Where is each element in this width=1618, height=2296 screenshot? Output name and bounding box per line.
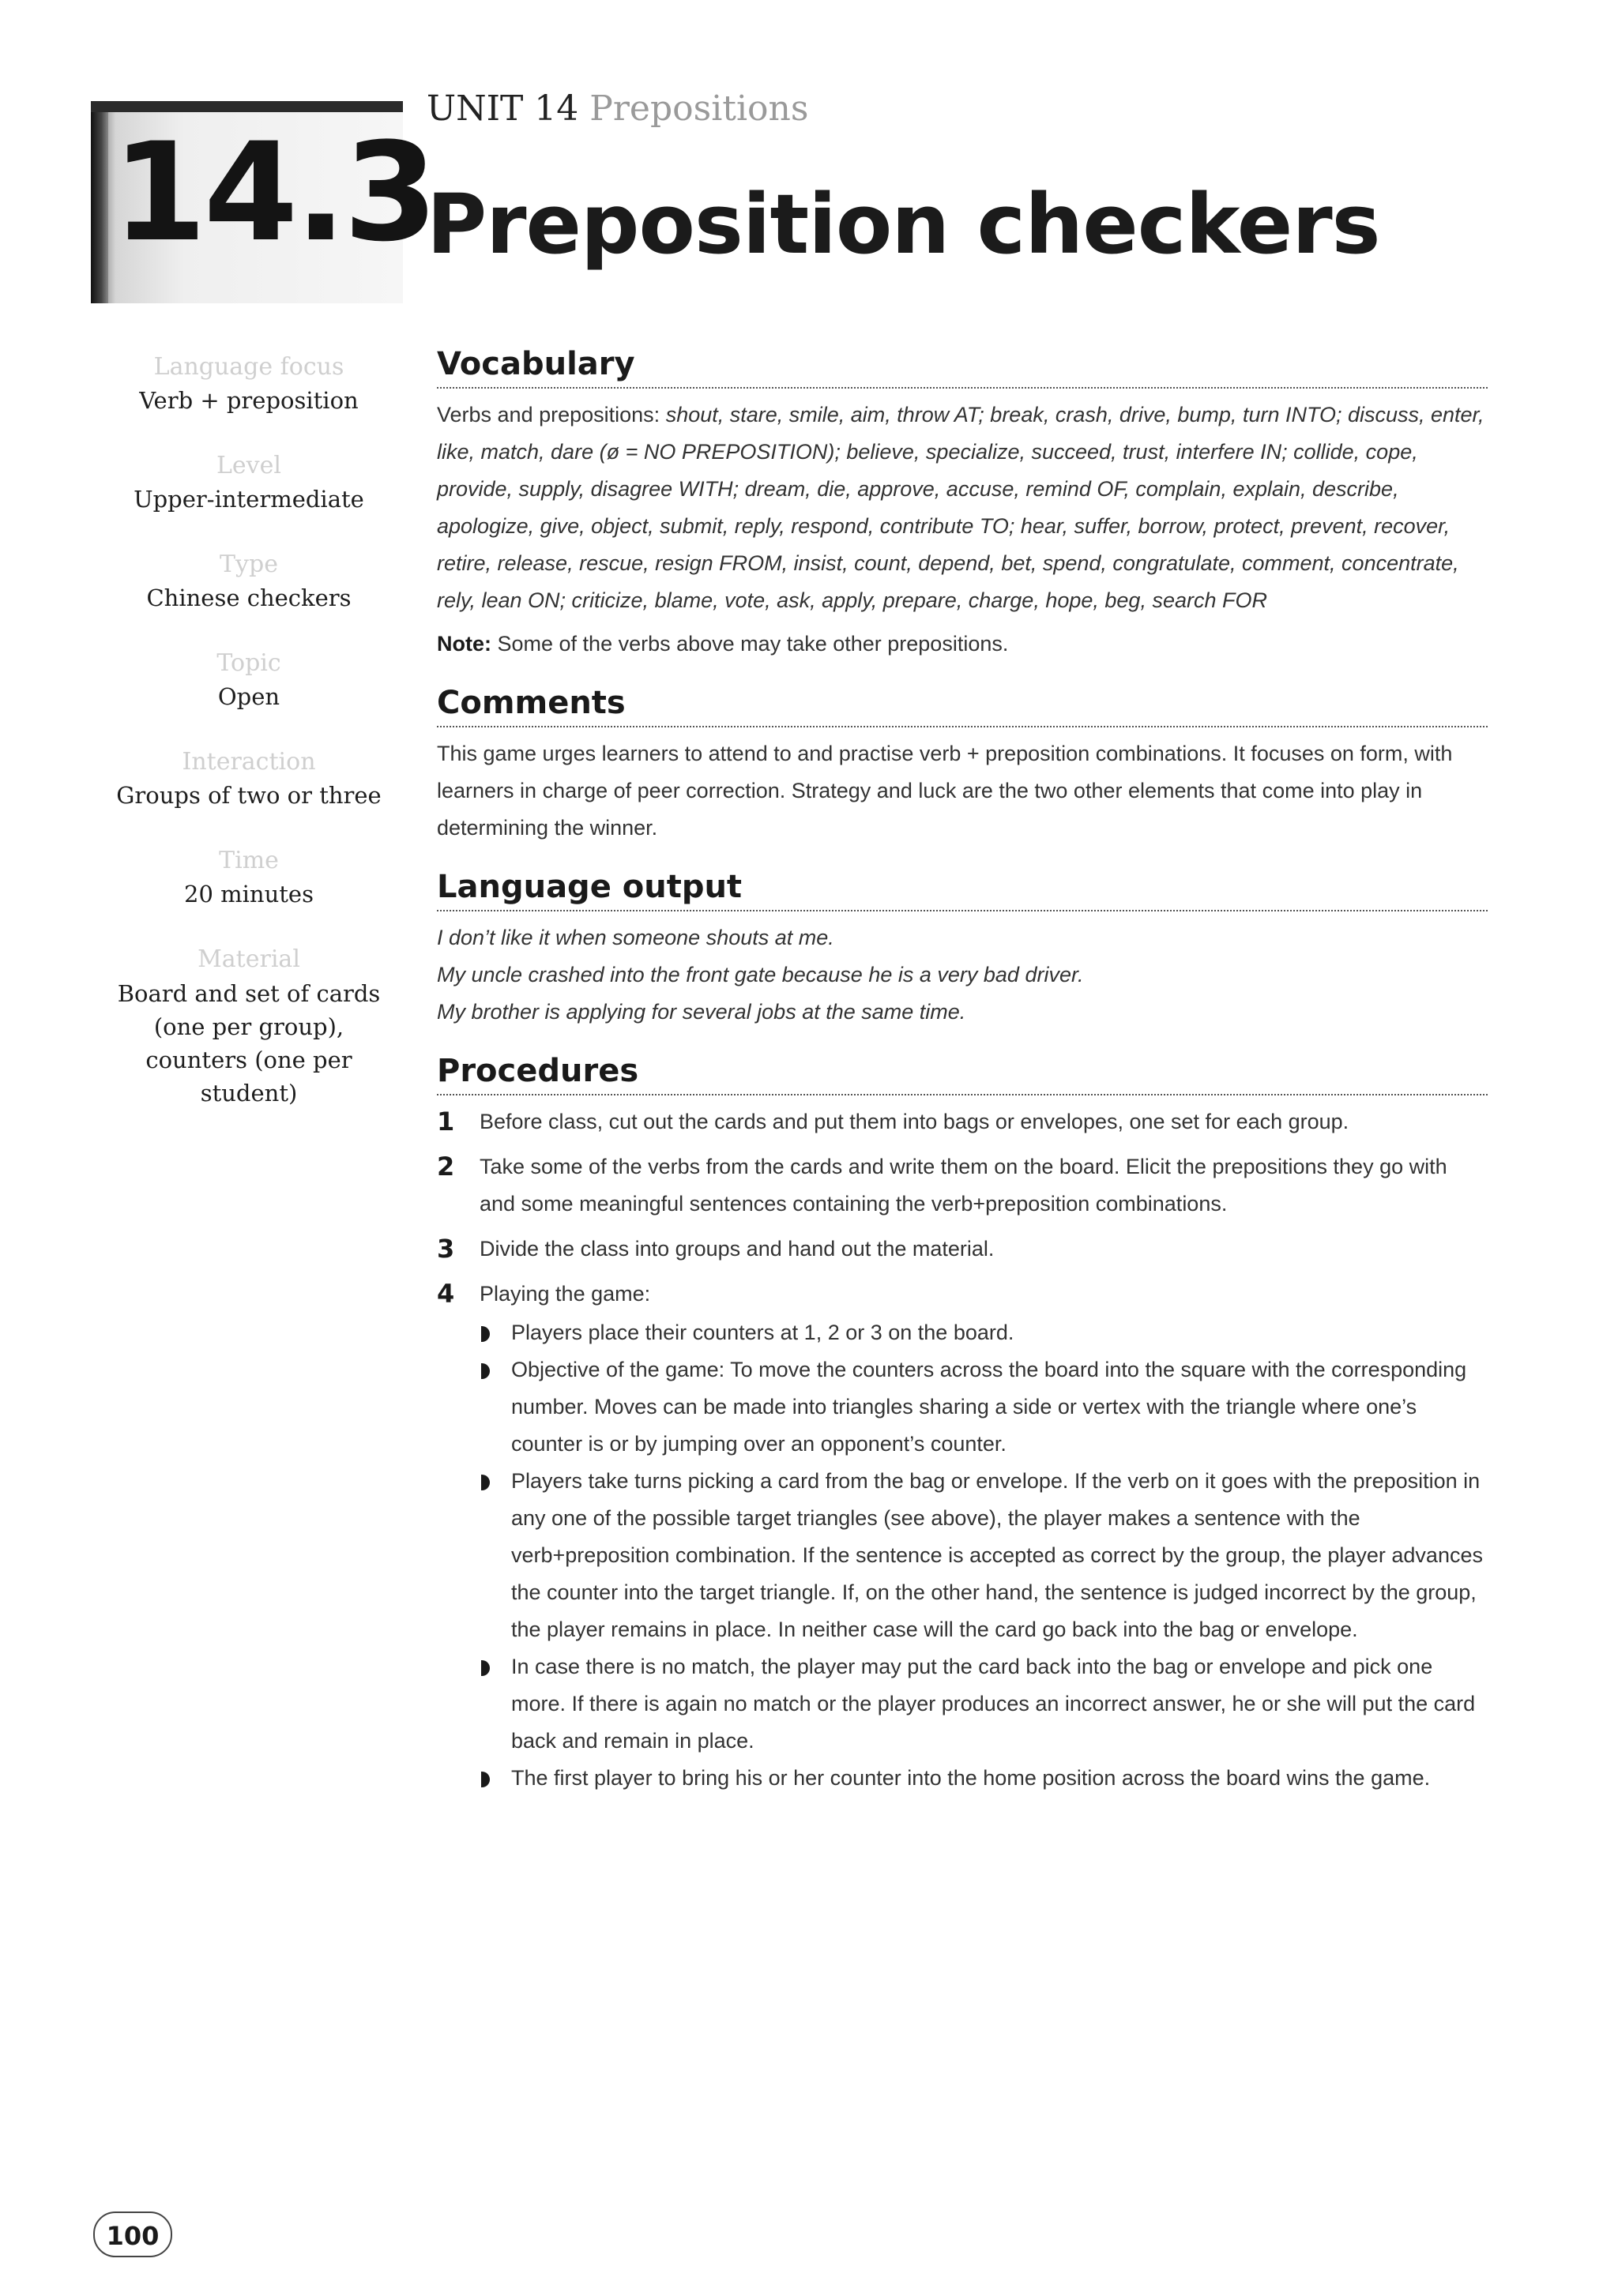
- section-divider: [437, 910, 1488, 911]
- section-divider: [437, 387, 1488, 389]
- side-label-topic: Topic: [216, 649, 281, 677]
- rule-text: The first player to bring his or her counter into the home position across the board wins the game.: [511, 1766, 1431, 1790]
- step-number: 2: [437, 1152, 455, 1182]
- step-text: Take some of the verbs from the cards and write them on the board. Elicit the prepositions they go with and some meaningful sentences containing the verb+preposition combinations.: [480, 1155, 1447, 1216]
- step-text: Before class, cut out the cards and put them into bags or envelopes, one set for each group.: [480, 1110, 1349, 1133]
- bullet-icon: [481, 1475, 490, 1490]
- rule-item: [480, 1351, 1488, 1463]
- comments-heading: Comments: [437, 685, 626, 721]
- page-number: 100: [93, 2211, 172, 2257]
- unit-number: 14.3: [112, 113, 435, 272]
- procedures-heading: Procedures: [437, 1053, 639, 1089]
- side-value-topic: Open: [217, 683, 280, 710]
- rule-text: In case there is no match, the player may put the card back into the bag or envelope and pick one more. If there is again no match or the player produces an incorrect answer, he or she will put the card back and remain in place.: [511, 1655, 1476, 1753]
- side-value-time: 20 minutes: [184, 881, 314, 908]
- side-label-language-focus: Language focus: [153, 353, 344, 381]
- box-shadow: [91, 112, 108, 303]
- language-output-heading: Language output: [437, 869, 743, 905]
- unit-header: [427, 88, 808, 129]
- language-output-section: [437, 864, 1488, 1031]
- side-label-time: Time: [219, 847, 279, 874]
- vocabulary-text: [437, 396, 1488, 619]
- output-example: My uncle crashed into the front gate because he is a very bad driver.: [437, 963, 1084, 986]
- section-divider: [437, 1094, 1488, 1095]
- bullet-icon: [481, 1363, 490, 1379]
- comments-text: This game urges learners to attend to and practise verb + preposition combinations. It focuses on form, with learners in charge of peer correction. Strategy and luck are the two other elements that come into play in determining the winner.: [437, 742, 1453, 840]
- unit-prefix: UNIT 14: [427, 88, 579, 129]
- game-rules-list: [480, 1314, 1488, 1797]
- unit-topic: Prepositions: [589, 88, 809, 129]
- rule-item: [480, 1463, 1488, 1648]
- step-text: Divide the class into groups and hand out the material.: [480, 1237, 995, 1261]
- side-value-interaction: Groups of two or three: [116, 782, 382, 809]
- step-number: 3: [437, 1234, 455, 1264]
- vocabulary-list: shout, stare, smile, aim, throw AT; break, crash, drive, bump, turn INTO; discuss, enter, like, match, dare (ø = NO PREPOSITION); believe, specialize, succeed, trust, interfere IN; collide, cope, provide, supply, disagree WITH; dream, die, approve, accuse, remind OF, complain, explain, describe, apologize, give, object, submit, reply, respond, contribute TO; hear, suffer, borrow, protect, prevent, recover, retire, release, rescue, resign FROM, insist, count, depend, bet, spend, congratulate, comment, concentrate, rely, lean ON; criticize, blame, vote, ask, apply, prepare, charge, hope, beg, search FOR: [437, 403, 1484, 612]
- step-number: 1: [437, 1107, 455, 1137]
- procedure-step: [437, 1276, 1488, 1797]
- side-value-language-focus: Verb + preposition: [139, 387, 359, 414]
- rule-text: Players place their counters at 1, 2 or 3 on the board.: [511, 1321, 1014, 1344]
- vocabulary-note: [437, 626, 1488, 663]
- main-content: [437, 341, 1488, 1814]
- side-value-type: Chinese checkers: [146, 584, 352, 611]
- procedures-section: [437, 1048, 1488, 1797]
- rule-item: [480, 1314, 1488, 1351]
- note-text: Some of the verbs above may take other prepositions.: [491, 632, 1009, 656]
- vocabulary-heading: Vocabulary: [437, 346, 635, 382]
- bullet-icon: [481, 1772, 490, 1787]
- comments-section: [437, 680, 1488, 847]
- vocabulary-section: [437, 341, 1488, 663]
- side-label-material: Material: [198, 945, 300, 973]
- activity-sidebar: [103, 351, 395, 1144]
- rule-text: Objective of the game: To move the counters across the board into the square with the corresponding number. Moves can be made into triangles sharing a side or vertex with the triangle where one’s counter is or by jumping over an opponent’s counter.: [511, 1358, 1467, 1456]
- side-label-type: Type: [220, 551, 278, 578]
- procedure-step: [437, 1148, 1488, 1223]
- side-label-interaction: Interaction: [182, 748, 316, 776]
- bullet-icon: [481, 1660, 490, 1676]
- side-value-material: Board and set of cards (one per group), counters (one per student): [117, 980, 381, 1107]
- note-label: Note:: [437, 632, 491, 656]
- vocabulary-intro: Verbs and prepositions:: [437, 403, 666, 427]
- output-example: I don’t like it when someone shouts at me.: [437, 926, 834, 949]
- rule-item: [480, 1648, 1488, 1760]
- procedure-step: [437, 1231, 1488, 1268]
- output-example: My brother is applying for several jobs at the same time.: [437, 1000, 966, 1024]
- step-text: Playing the game:: [480, 1282, 651, 1306]
- rule-text: Players take turns picking a card from the bag or envelope. If the verb on it goes with the preposition in any one of the possible target triangles (see above), the player makes a sentence with the verb+preposition combination. If the sentence is accepted as correct by the group, the player advances the counter into the target triangle. If, on the other hand, the sentence is judged incorrect by the group, the player remains in place. In neither case will the card go back into the bag or envelope.: [511, 1469, 1483, 1641]
- side-value-level: Upper-intermediate: [134, 486, 364, 513]
- rule-item: [480, 1760, 1488, 1797]
- section-divider: [437, 726, 1488, 727]
- page-title: Preposition checkers: [427, 176, 1380, 272]
- procedure-steps: [437, 1103, 1488, 1797]
- step-number: 4: [437, 1279, 455, 1309]
- procedure-step: [437, 1103, 1488, 1140]
- bullet-icon: [481, 1326, 490, 1342]
- side-label-level: Level: [216, 452, 281, 479]
